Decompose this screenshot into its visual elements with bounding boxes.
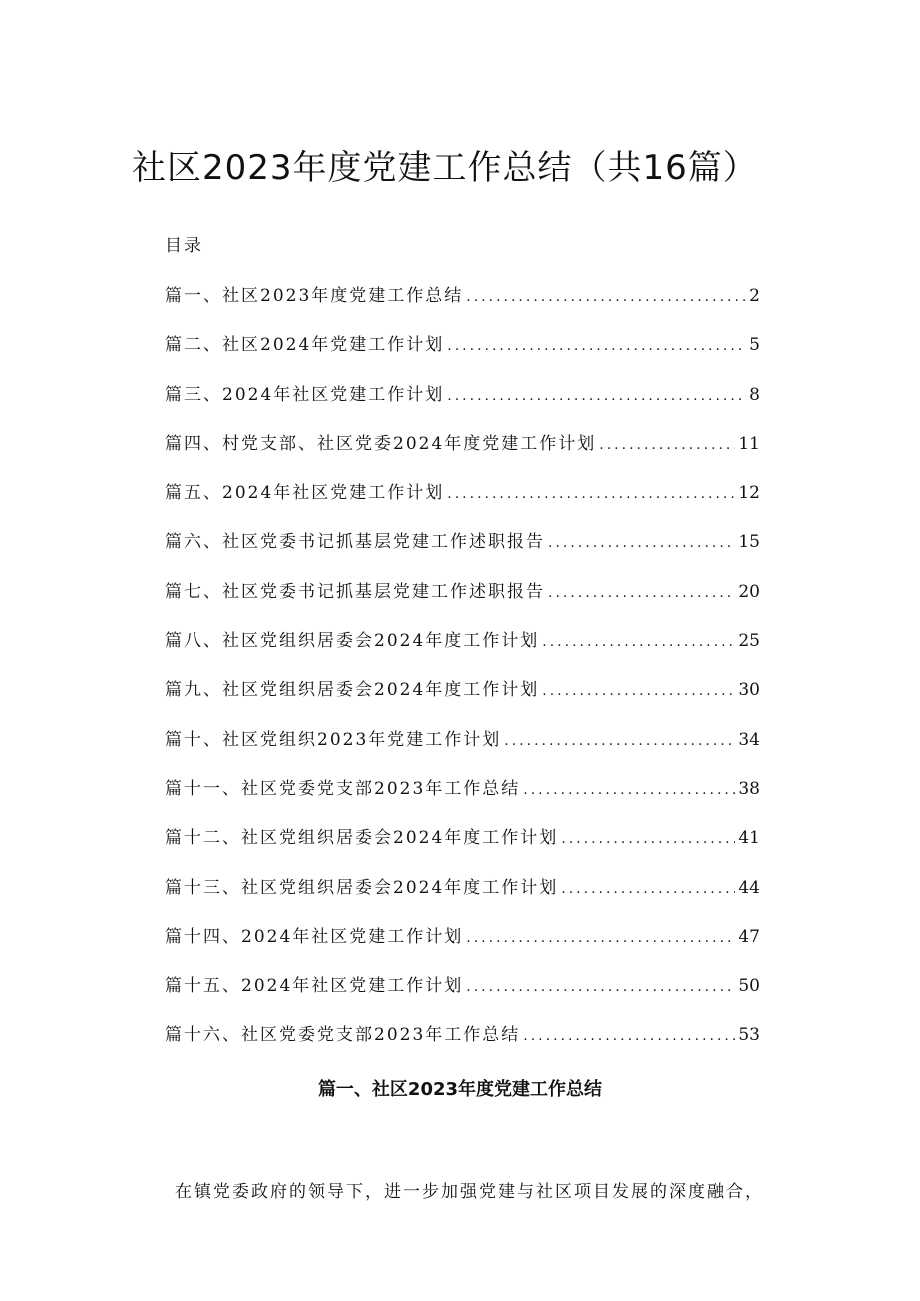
toc-entry[interactable] bbox=[165, 775, 760, 824]
toc-entry[interactable] bbox=[165, 331, 760, 380]
toc-entry[interactable] bbox=[165, 578, 760, 627]
toc-dot-leader bbox=[466, 973, 735, 1001]
toc-dot-leader bbox=[599, 431, 735, 459]
toc-dot-leader bbox=[523, 1022, 735, 1050]
toc-page-number: 15 bbox=[738, 532, 760, 553]
toc-dot-leader bbox=[542, 677, 735, 705]
table-of-contents bbox=[165, 282, 760, 1071]
toc-entry[interactable] bbox=[165, 972, 760, 1021]
toc-dot-leader bbox=[561, 825, 735, 853]
toc-entry[interactable] bbox=[165, 479, 760, 528]
toc-entry[interactable] bbox=[165, 1021, 760, 1070]
toc-entry[interactable] bbox=[165, 874, 760, 923]
toc-entry-title: 篇二、社区2024年党建工作计划 bbox=[165, 335, 445, 356]
toc-dot-leader bbox=[447, 332, 746, 360]
toc-entry-title: 篇十、社区党组织2023年党建工作计划 bbox=[165, 729, 502, 750]
toc-dot-leader bbox=[447, 382, 746, 410]
toc-page-number: 50 bbox=[738, 976, 760, 997]
toc-entry-title: 篇十三、社区党组织居委会2024年度工作计划 bbox=[165, 877, 559, 898]
toc-entry-title: 篇十六、社区党委党支部2023年工作总结 bbox=[165, 1025, 521, 1046]
toc-page-number: 30 bbox=[738, 680, 760, 701]
toc-entry-title: 篇八、社区党组织居委会2024年度工作计划 bbox=[165, 631, 540, 652]
toc-page-number: 41 bbox=[738, 828, 760, 849]
toc-entry[interactable] bbox=[165, 381, 760, 430]
toc-entry-title: 篇六、社区党委书记抓基层党建工作述职报告 bbox=[165, 532, 545, 553]
toc-entry-title: 篇七、社区党委书记抓基层党建工作述职报告 bbox=[165, 581, 545, 602]
toc-entry[interactable] bbox=[165, 627, 760, 676]
toc-entry-title: 篇十一、社区党委党支部2023年工作总结 bbox=[165, 778, 521, 799]
toc-page-number: 38 bbox=[738, 778, 760, 799]
toc-dot-leader bbox=[447, 480, 735, 508]
toc-page-number: 20 bbox=[738, 581, 760, 602]
toc-entry[interactable] bbox=[165, 282, 760, 331]
body-paragraph: 在镇党委政府的领导下，进一步加强党建与社区项目发展的深度融合， bbox=[175, 1182, 764, 1202]
toc-page-number: 34 bbox=[738, 729, 760, 750]
toc-entry-title: 篇四、村党支部、社区党委2024年度党建工作计划 bbox=[165, 433, 597, 454]
toc-entry-title: 篇九、社区党组织居委会2024年度工作计划 bbox=[165, 680, 540, 701]
toc-dot-leader bbox=[466, 924, 735, 952]
toc-page-number: 12 bbox=[738, 483, 760, 504]
toc-dot-leader bbox=[466, 283, 746, 311]
toc-dot-leader bbox=[561, 875, 735, 903]
toc-page-number: 47 bbox=[738, 926, 760, 947]
toc-dot-leader bbox=[523, 776, 735, 804]
toc-entry[interactable] bbox=[165, 430, 760, 479]
toc-page-number: 5 bbox=[749, 335, 760, 356]
toc-entry[interactable] bbox=[165, 528, 760, 577]
toc-page-number: 44 bbox=[738, 877, 760, 898]
toc-entry[interactable] bbox=[165, 676, 760, 725]
toc-entry[interactable] bbox=[165, 726, 760, 775]
toc-dot-leader bbox=[548, 579, 735, 607]
toc-dot-leader bbox=[504, 727, 735, 755]
toc-entry-title: 篇十五、2024年社区党建工作计划 bbox=[165, 976, 464, 997]
toc-entry-title: 篇一、社区2023年度党建工作总结 bbox=[165, 286, 464, 306]
toc-page-number: 2 bbox=[749, 286, 760, 306]
toc-page-number: 11 bbox=[738, 433, 760, 454]
toc-page-number: 25 bbox=[738, 631, 760, 652]
toc-dot-leader bbox=[542, 628, 735, 656]
toc-page-number: 53 bbox=[738, 1025, 760, 1046]
toc-entry-title: 篇五、2024年社区党建工作计划 bbox=[165, 483, 445, 504]
document-title: 社区2023年度党建工作总结（共16篇） bbox=[132, 148, 758, 188]
toc-entry-title: 篇十二、社区党组织居委会2024年度工作计划 bbox=[165, 828, 559, 849]
section-heading: 篇一、社区2023年度党建工作总结 bbox=[317, 1079, 603, 1100]
toc-entry[interactable] bbox=[165, 824, 760, 873]
toc-dot-leader bbox=[548, 529, 735, 557]
toc-entry-title: 篇三、2024年社区党建工作计划 bbox=[165, 384, 445, 405]
toc-heading: 目录 bbox=[165, 236, 203, 256]
toc-entry[interactable] bbox=[165, 923, 760, 972]
toc-entry-title: 篇十四、2024年社区党建工作计划 bbox=[165, 926, 464, 947]
toc-page-number: 8 bbox=[749, 384, 760, 405]
